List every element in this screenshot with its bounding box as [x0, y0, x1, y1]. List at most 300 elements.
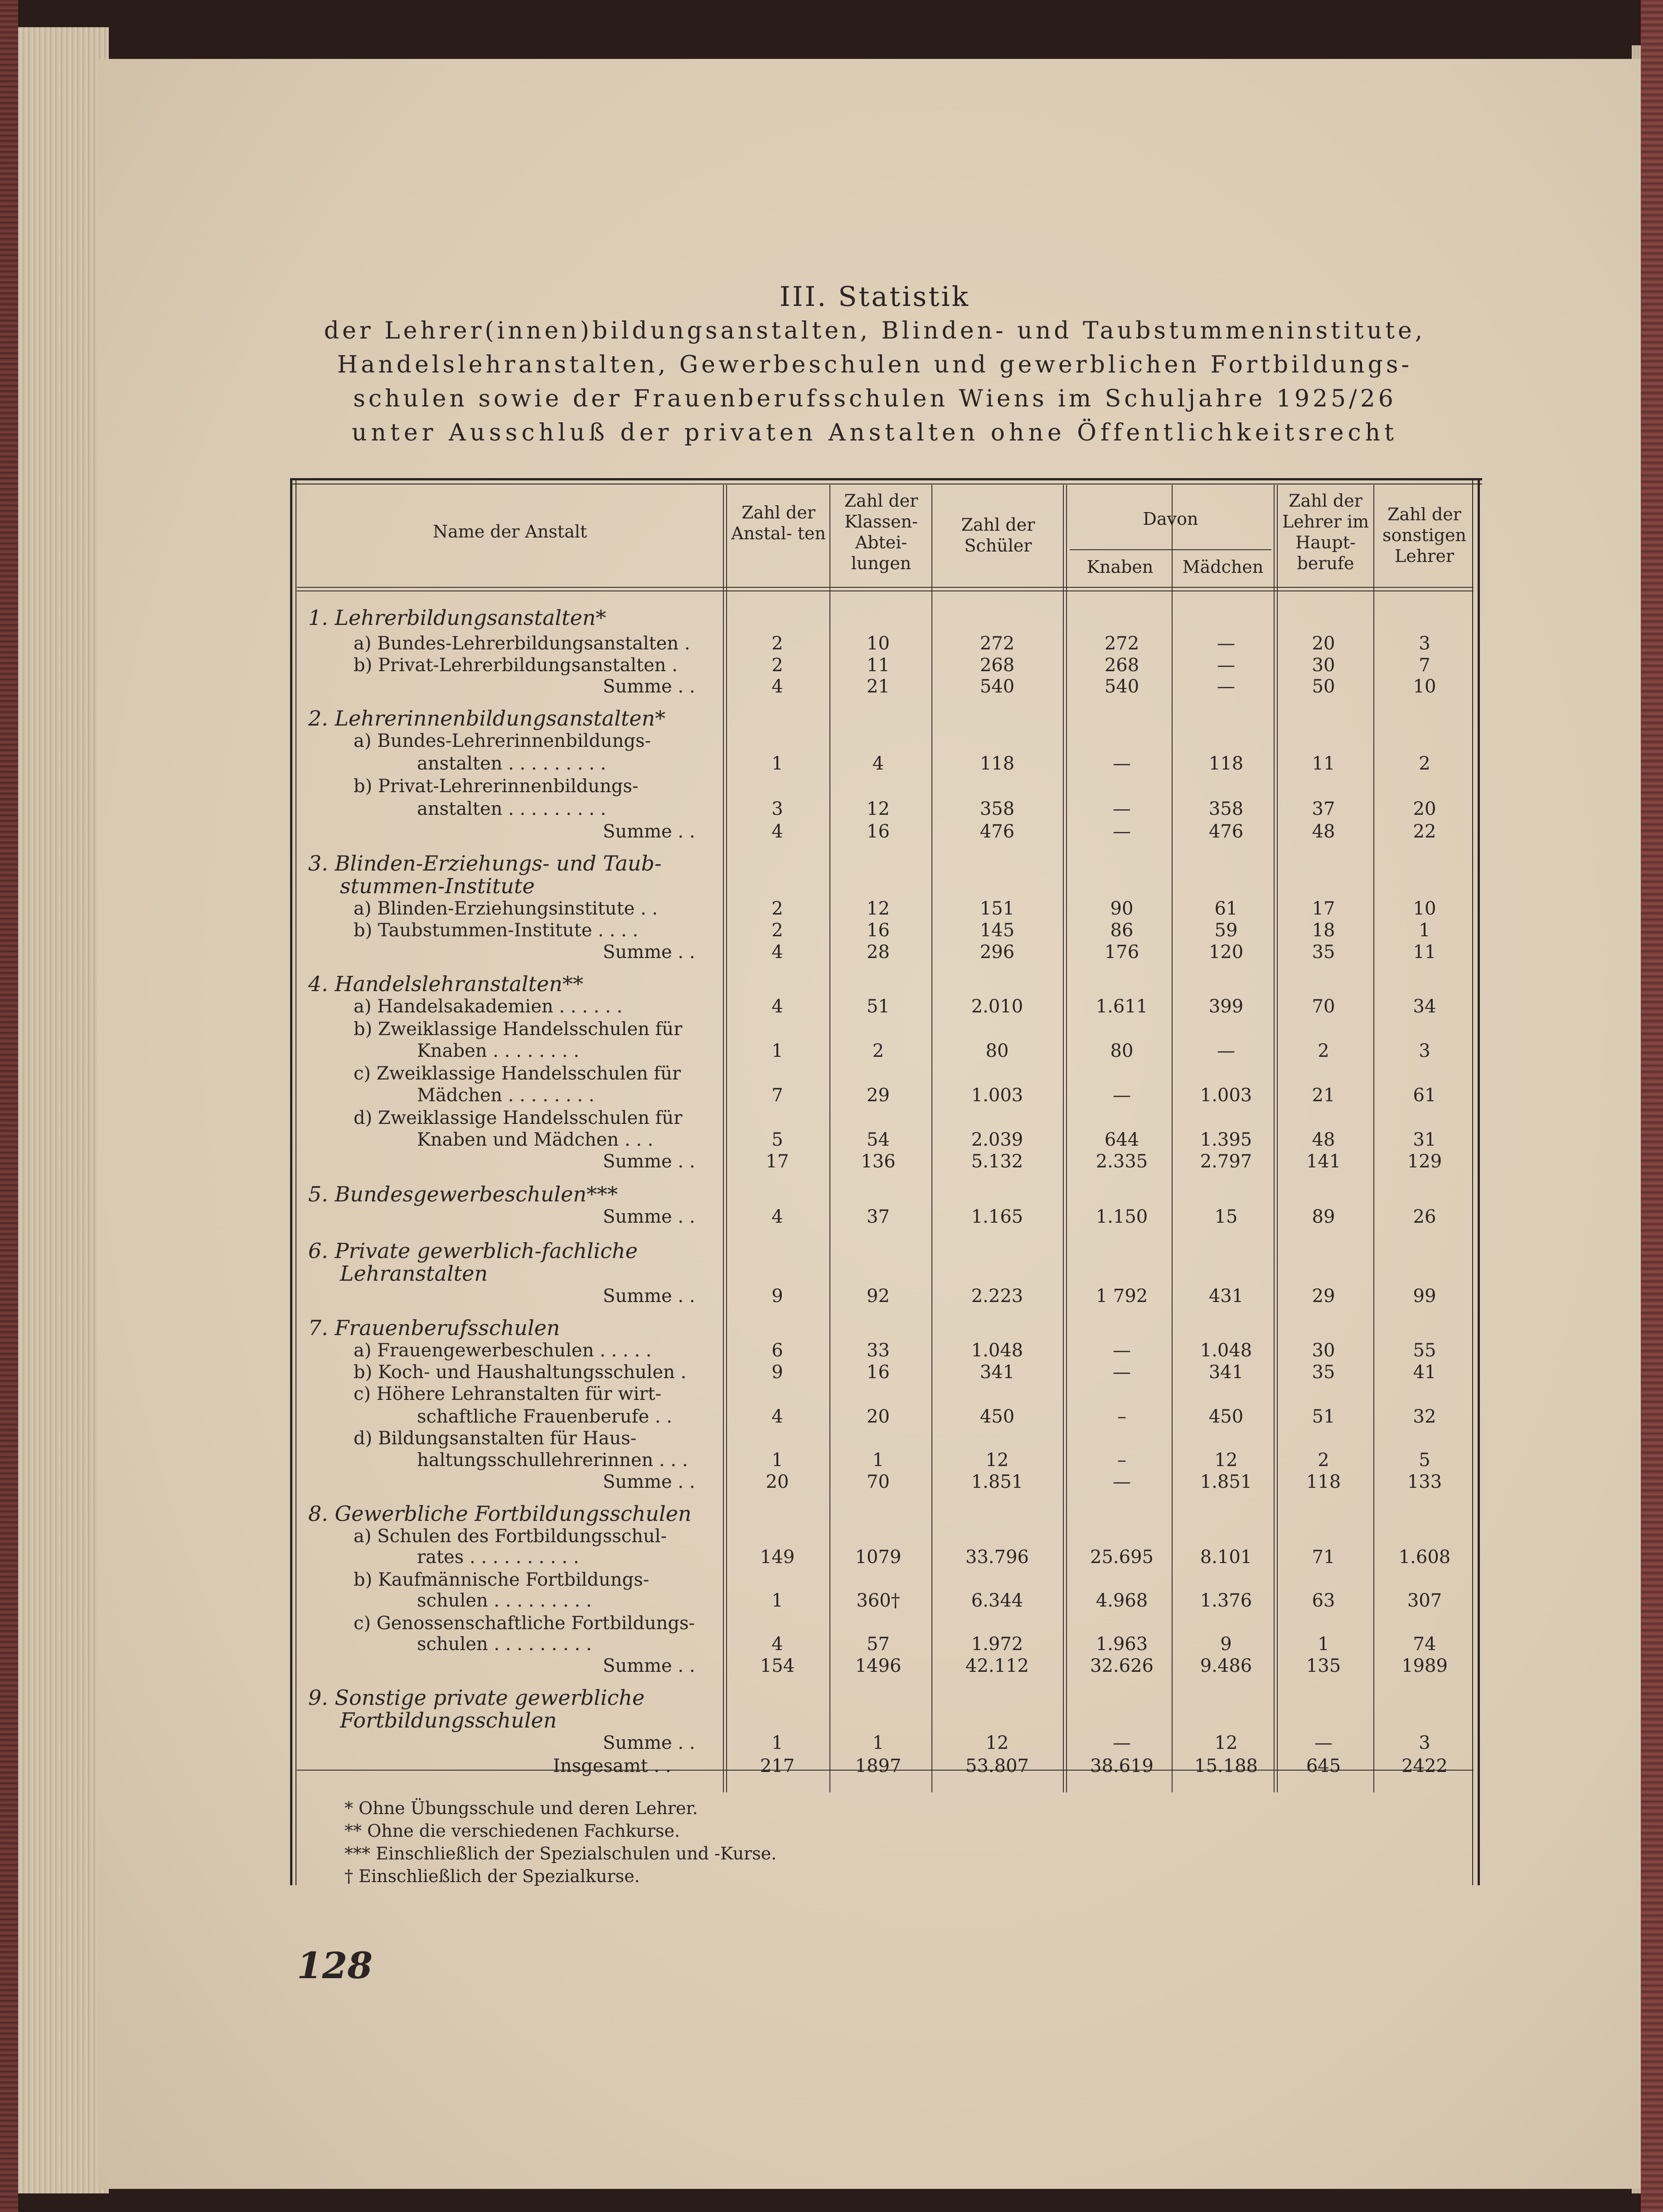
cell-value: 268 [979, 655, 1015, 676]
cell-value: 15 [1214, 1206, 1238, 1227]
cell-value: 4 [771, 1206, 783, 1227]
cell-value: 4 [771, 676, 783, 697]
cell-value: 1.048 [971, 1340, 1023, 1361]
cell-value: 33.796 [965, 1547, 1029, 1568]
cell-value: – [1117, 1406, 1126, 1427]
cell-value: 4 [771, 996, 783, 1017]
cell-value: 38.619 [1090, 1756, 1154, 1776]
cell-value: 9 [771, 1286, 783, 1307]
page-stack-edges [18, 27, 109, 2193]
title-line-5: unter Ausschluß der privaten Anstalten ohne Öffentlichkeitsrecht [351, 419, 1398, 446]
cell-value: 31 [1413, 1129, 1436, 1150]
cell-value: 71 [1312, 1547, 1335, 1568]
cell-value: — [1217, 655, 1235, 676]
cell-value: 1.972 [971, 1634, 1023, 1655]
table-row [308, 1239, 1469, 1262]
cell-value: 50 [1312, 676, 1335, 697]
row-label: c) Zweiklassige Handelsschulen für [354, 1063, 681, 1084]
table-row [308, 1449, 1469, 1471]
cell-value: 120 [1208, 942, 1244, 963]
cell-value: 9 [771, 1362, 783, 1383]
row-label: b) Koch- und Haushaltungsschulen . [354, 1362, 687, 1383]
row-label: 9. Sonstige private gewerbliche [308, 1685, 645, 1710]
cell-value: 8.101 [1200, 1547, 1252, 1568]
table-row [308, 941, 1469, 963]
cell-value: 12 [867, 898, 890, 919]
table-row [308, 730, 1469, 752]
cell-value: 11 [1312, 753, 1335, 774]
cell-value: 4 [771, 1406, 783, 1427]
cell-value: 1.165 [971, 1206, 1023, 1227]
cell-value: 20 [766, 1471, 789, 1492]
header-davon: Davon [1143, 509, 1198, 529]
cell-value: 37 [1312, 799, 1335, 819]
cell-value: 35 [1312, 1362, 1335, 1383]
cell-value: 1 [1419, 920, 1430, 941]
footnote-4: † Einschließlich der Spezialkurse. [344, 1866, 640, 1886]
cell-value: 53.807 [965, 1756, 1029, 1776]
cell-value: 540 [979, 676, 1015, 697]
table-row [308, 919, 1469, 942]
table-row [308, 654, 1469, 677]
row-label: schaftliche Frauenberufe . . [417, 1406, 672, 1427]
row-label: Knaben und Mädchen . . . [417, 1129, 654, 1150]
cell-value: 1 [771, 1450, 783, 1471]
cell-value: 1 792 [1096, 1286, 1148, 1307]
table-row [308, 897, 1469, 920]
table-row [308, 1018, 1469, 1041]
table-row [308, 1262, 1469, 1285]
cell-value: 2 [771, 655, 783, 676]
cell-value: 48 [1312, 1129, 1335, 1150]
cell-value: 86 [1110, 920, 1134, 941]
cell-value: 30 [1312, 1340, 1335, 1361]
table-row [308, 1040, 1469, 1062]
cell-value: 1 [872, 1450, 884, 1471]
cell-value: 399 [1208, 996, 1244, 1017]
row-label: Mädchen . . . . . . . . [417, 1085, 595, 1106]
header-anstalten: Zahl der Anstal- ten [731, 503, 826, 543]
cell-value: 74 [1413, 1634, 1436, 1655]
table-row [308, 1502, 1469, 1525]
row-label: 1. Lehrerbildungsanstalten* [308, 605, 606, 630]
cell-value: 2 [1318, 1041, 1329, 1061]
cell-value: 2 [771, 920, 783, 941]
cell-value: 1496 [855, 1655, 902, 1676]
cell-value: 16 [867, 1362, 890, 1383]
cell-value: 1 [771, 1733, 783, 1753]
row-label: Summe . . [603, 1655, 695, 1676]
cell-value: 55 [1413, 1340, 1436, 1361]
cell-value: — [1113, 1733, 1131, 1753]
cell-value: 341 [1208, 1362, 1244, 1383]
cell-value: 2 [1419, 753, 1430, 774]
row-label: Summe . . [603, 1286, 695, 1307]
cell-value: 2 [771, 633, 783, 654]
table-row [308, 1427, 1469, 1450]
cell-value: — [1217, 633, 1235, 654]
cell-value: 6 [771, 1340, 783, 1361]
table-row [308, 675, 1469, 698]
cell-value: 1.150 [1096, 1206, 1148, 1227]
cell-value: 63 [1312, 1590, 1335, 1611]
cell-value: 3 [1419, 1733, 1430, 1753]
cell-value: 145 [979, 920, 1015, 941]
cell-value: 10 [1413, 676, 1436, 697]
cell-value: 645 [1306, 1756, 1341, 1776]
cell-value: – [1117, 1450, 1126, 1471]
row-label: a) Frauengewerbeschulen . . . . . [354, 1340, 652, 1361]
cell-value: 5.132 [971, 1151, 1023, 1172]
cell-value: 268 [1104, 655, 1139, 676]
cell-value: 17 [1312, 898, 1335, 919]
cell-value: 296 [979, 942, 1015, 963]
cell-value: 1.963 [1096, 1634, 1148, 1655]
cell-value: 151 [979, 898, 1015, 919]
book-cover-left [0, 0, 18, 2212]
cell-value: 450 [979, 1406, 1015, 1427]
cell-value: — [1113, 1362, 1131, 1383]
header-lehrer-sonst: Zahl der sonstigen Lehrer [1382, 504, 1467, 566]
row-label: c) Höhere Lehranstalten für wirt- [354, 1384, 661, 1404]
row-label: haltungsschullehrerinnen . . . [417, 1450, 688, 1471]
table-row [308, 1655, 1469, 1677]
header-name: Name der Anstalt [432, 522, 587, 542]
cell-value: 1.851 [971, 1471, 1023, 1492]
cell-value: 12 [985, 1450, 1009, 1471]
table-row [308, 1732, 1469, 1754]
title-line-4: schulen sowie der Frauenberufsschulen Wiens im Schuljahre 1925/26 [353, 385, 1396, 412]
table-row [308, 1339, 1469, 1362]
title-line-1: III. Statistik [780, 281, 970, 313]
table-row [308, 1589, 1469, 1612]
cell-value: 2 [771, 898, 783, 919]
row-label: a) Bundes-Lehrerbildungsanstalten . [354, 633, 690, 654]
header-rule [297, 587, 1474, 588]
cell-value: 12 [867, 799, 890, 819]
table-row [308, 1525, 1469, 1548]
cell-value: 476 [1208, 821, 1244, 842]
table-row [308, 798, 1469, 820]
table-row [308, 1183, 1469, 1205]
book-cover-right [1641, 0, 1663, 2212]
cell-value: 431 [1208, 1286, 1244, 1307]
row-label: anstalten . . . . . . . . . [417, 799, 606, 819]
cell-value: — [1113, 1471, 1131, 1492]
cell-value: — [1113, 799, 1131, 819]
table-row [308, 1285, 1469, 1307]
cell-value: 18 [1312, 920, 1335, 941]
cell-value: 15.188 [1194, 1756, 1258, 1776]
cell-value: 32.626 [1090, 1655, 1154, 1676]
row-label: Summe . . [603, 1733, 695, 1753]
row-label: 7. Frauenberufsschulen [308, 1316, 560, 1340]
cell-value: 1 [771, 1041, 783, 1061]
cell-value: 358 [1208, 799, 1244, 819]
cell-value: 4.968 [1096, 1590, 1148, 1611]
cell-value: 16 [867, 920, 890, 941]
row-label: stummen-Institute [340, 874, 535, 898]
cell-value: 70 [867, 1471, 890, 1492]
table-row [308, 1361, 1469, 1384]
cell-value: 1.851 [1200, 1471, 1252, 1492]
cell-value: 57 [867, 1634, 890, 1655]
table-row [308, 1317, 1469, 1339]
cell-value: 2.039 [971, 1129, 1023, 1150]
row-label: Insgesamt . . [553, 1756, 671, 1776]
row-label: b) Taubstummen-Institute . . . . [354, 920, 639, 941]
cell-value: 1.003 [1200, 1085, 1252, 1106]
cell-value: 9.486 [1200, 1655, 1252, 1676]
cell-value: 129 [1407, 1151, 1442, 1172]
row-label: schulen . . . . . . . . . [417, 1634, 592, 1655]
cell-value: 29 [1312, 1286, 1335, 1307]
cell-value: 29 [867, 1085, 890, 1106]
cell-value: 30 [1312, 655, 1335, 676]
cell-value: 61 [1214, 898, 1238, 919]
cell-value: 51 [1312, 1406, 1335, 1427]
cell-value: 11 [867, 655, 890, 676]
table-row [308, 1686, 1469, 1709]
table-row [308, 1546, 1469, 1568]
cell-value: 90 [1110, 898, 1134, 919]
cell-value: 118 [1208, 753, 1244, 774]
cell-value: 33 [867, 1340, 890, 1361]
row-label: a) Bundes-Lehrerinnenbildungs- [354, 731, 651, 751]
cell-value: 1 [1318, 1634, 1329, 1655]
cell-value: 9 [1220, 1634, 1232, 1655]
cell-value: 2.797 [1200, 1151, 1252, 1172]
cell-value: 7 [1419, 655, 1430, 676]
row-label: Summe . . [603, 1206, 695, 1227]
cell-value: 2 [872, 1041, 884, 1061]
table-row [308, 1755, 1469, 1777]
cell-value: 34 [1413, 996, 1436, 1017]
cell-value: 1 [771, 1590, 783, 1611]
table-row [308, 606, 1469, 629]
cell-value: 7 [771, 1085, 783, 1106]
cell-value: 54 [867, 1129, 890, 1150]
cell-value: 10 [1413, 898, 1436, 919]
cell-value: 20 [1312, 633, 1335, 654]
cell-value: 1.611 [1096, 996, 1148, 1017]
table-row [308, 820, 1469, 843]
cell-value: 16 [867, 821, 890, 842]
row-label: Lehranstalten [340, 1261, 488, 1286]
row-label: anstalten . . . . . . . . . [417, 753, 606, 774]
cell-value: 59 [1214, 920, 1238, 941]
cell-value: 48 [1312, 821, 1335, 842]
row-label: Fortbildungsschulen [340, 1708, 557, 1733]
title-line-3: Handelslehranstalten, Gewerbeschulen und gewerblichen Fortbildungs- [337, 351, 1413, 378]
header-schueler: Zahl der Schüler [961, 515, 1035, 556]
footnote-3: *** Einschließlich der Spezialschulen und -Kurse. [344, 1844, 777, 1864]
cell-value: 272 [1104, 633, 1139, 654]
cell-value: — [1217, 1041, 1235, 1061]
row-label: Summe . . [603, 942, 695, 963]
cell-value: 11 [1413, 942, 1436, 963]
cell-value: 80 [985, 1041, 1009, 1061]
table-row [308, 707, 1469, 730]
cell-value: 6.344 [971, 1590, 1023, 1611]
table-row [308, 1084, 1469, 1107]
row-label: Knaben . . . . . . . . [417, 1041, 579, 1061]
cell-value: 32 [1413, 1406, 1436, 1427]
row-label: 6. Private gewerblich-fachliche [308, 1239, 638, 1263]
table-row [308, 1107, 1469, 1129]
row-label: a) Handelsakademien . . . . . . [354, 996, 623, 1017]
cell-value: 1079 [855, 1547, 902, 1568]
table-row [308, 1128, 1469, 1151]
cell-value: 21 [1312, 1085, 1335, 1106]
table-row [308, 1383, 1469, 1405]
page-number: 128 [297, 1944, 373, 1987]
table-row [308, 1471, 1469, 1493]
table-row [308, 775, 1469, 798]
cell-value: 80 [1110, 1041, 1134, 1061]
table-row [308, 752, 1469, 775]
row-label: b) Privat-Lehrerinnenbildungs- [354, 776, 639, 797]
cell-value: 4 [771, 821, 783, 842]
cell-value: 5 [771, 1129, 783, 1150]
row-label: rates . . . . . . . . . . [417, 1547, 579, 1568]
cell-value: 10 [867, 633, 890, 654]
table-row [308, 1709, 1469, 1732]
cell-value: 450 [1208, 1406, 1244, 1427]
cell-value: 2422 [1401, 1756, 1448, 1776]
cell-value: 25.695 [1090, 1547, 1154, 1568]
row-label: b) Privat-Lehrerbildungsanstalten . [354, 655, 678, 676]
cell-value: 99 [1413, 1286, 1436, 1307]
cell-value: 1989 [1401, 1655, 1448, 1676]
cell-value: 272 [979, 633, 1015, 654]
table-row [308, 973, 1469, 995]
cell-value: 20 [1413, 799, 1436, 819]
table-row [308, 852, 1469, 875]
cell-value: 360† [856, 1590, 900, 1611]
cell-value: 135 [1306, 1655, 1341, 1676]
cell-value: 41 [1413, 1362, 1436, 1383]
row-label: Summe . . [603, 1151, 695, 1172]
cell-value: 42.112 [965, 1655, 1029, 1676]
cell-value: 2 [1318, 1450, 1329, 1471]
cell-value: 4 [771, 1634, 783, 1655]
row-label: Summe . . [603, 821, 695, 842]
row-label: Summe . . [603, 1471, 695, 1492]
header-lehrer-haupt: Zahl der Lehrer im Haupt- berufe [1282, 491, 1369, 573]
cell-value: — [1217, 676, 1235, 697]
cell-value: 1.048 [1200, 1340, 1252, 1361]
cell-value: 3 [1419, 1041, 1430, 1061]
cell-value: 4 [872, 753, 884, 774]
row-label: d) Bildungsanstalten für Haus- [354, 1428, 637, 1449]
cell-value: — [1113, 821, 1131, 842]
cell-value: 22 [1413, 821, 1436, 842]
cell-value: 12 [1214, 1733, 1238, 1753]
cell-value: 2.010 [971, 996, 1023, 1017]
table-row [308, 1405, 1469, 1428]
cell-value: 1 [771, 753, 783, 774]
cell-value: 118 [979, 753, 1015, 774]
row-label: a) Schulen des Fortbildungsschul- [354, 1526, 667, 1547]
table-row [308, 1612, 1469, 1635]
cell-value: 61 [1413, 1085, 1436, 1106]
row-label: schulen . . . . . . . . . [417, 1590, 592, 1611]
cell-value: 136 [861, 1151, 896, 1172]
cell-value: 3 [1419, 633, 1430, 654]
davon-rule [1070, 549, 1271, 550]
cell-value: 2.335 [1096, 1151, 1148, 1172]
cell-value: 307 [1407, 1590, 1442, 1611]
row-label: 4. Handelslehranstalten** [308, 972, 583, 996]
cell-value: — [1113, 1085, 1131, 1106]
cell-value: 37 [867, 1206, 890, 1227]
cell-value: — [1113, 753, 1131, 774]
cell-value: 644 [1104, 1129, 1139, 1150]
cell-value: 2.223 [971, 1286, 1023, 1307]
row-label: 3. Blinden-Erziehungs- und Taub- [308, 851, 662, 876]
cell-value: 154 [760, 1655, 795, 1676]
cell-value: 149 [760, 1547, 795, 1568]
cell-value: 21 [867, 676, 890, 697]
footnote-2: ** Ohne die verschiedenen Fachkurse. [344, 1821, 680, 1841]
cell-value: 89 [1312, 1206, 1335, 1227]
cell-value: 5 [1419, 1450, 1430, 1471]
cell-value: 20 [867, 1406, 890, 1427]
cell-value: 217 [760, 1756, 795, 1776]
cell-value: 1.608 [1398, 1547, 1451, 1568]
table-row [308, 1062, 1469, 1085]
row-label: b) Zweiklassige Handelsschulen für [354, 1019, 683, 1040]
cell-value: 118 [1306, 1471, 1341, 1492]
row-label: 2. Lehrerinnenbildungsanstalten* [308, 706, 666, 731]
row-label: Summe . . [603, 676, 695, 697]
table-row [308, 1205, 1469, 1228]
cell-value: 540 [1104, 676, 1139, 697]
cell-value: 1897 [855, 1756, 902, 1776]
cell-value: 17 [766, 1151, 789, 1172]
cell-value: 176 [1104, 942, 1139, 963]
table-row [308, 1568, 1469, 1591]
title-line-2: der Lehrer(innen)bildungsanstalten, Blinden- und Taubstummeninstitute, [324, 317, 1426, 344]
cell-value: 341 [979, 1362, 1015, 1383]
header-klassen: Zahl der Klassen- Abtei- lungen [844, 491, 918, 573]
cell-value: 476 [979, 821, 1015, 842]
cell-value: 92 [867, 1286, 890, 1307]
cell-value: 35 [1312, 942, 1335, 963]
row-label: c) Genossenschaftliche Fortbildungs- [354, 1613, 695, 1634]
cell-value: — [1314, 1733, 1333, 1753]
cell-value: 51 [867, 996, 890, 1017]
cell-value: 1.376 [1200, 1590, 1252, 1611]
cell-value: — [1113, 1340, 1131, 1361]
davon-subdivider [1172, 549, 1173, 587]
table-row [308, 875, 1469, 897]
cell-value: 12 [985, 1733, 1009, 1753]
cell-value: 28 [867, 942, 890, 963]
cell-value: 1.395 [1200, 1129, 1252, 1150]
row-label: d) Zweiklassige Handelsschulen für [354, 1108, 683, 1128]
table-row [308, 1633, 1469, 1655]
cell-value: 133 [1407, 1471, 1442, 1492]
row-label: b) Kaufmännische Fortbildungs- [354, 1569, 650, 1590]
cell-value: 141 [1306, 1151, 1341, 1172]
cell-value: 3 [771, 799, 783, 819]
row-label: 8. Gewerbliche Fortbildungsschulen [308, 1501, 692, 1526]
cell-value: 358 [979, 799, 1015, 819]
cell-value: 1 [872, 1733, 884, 1753]
cell-value: 12 [1214, 1450, 1238, 1471]
